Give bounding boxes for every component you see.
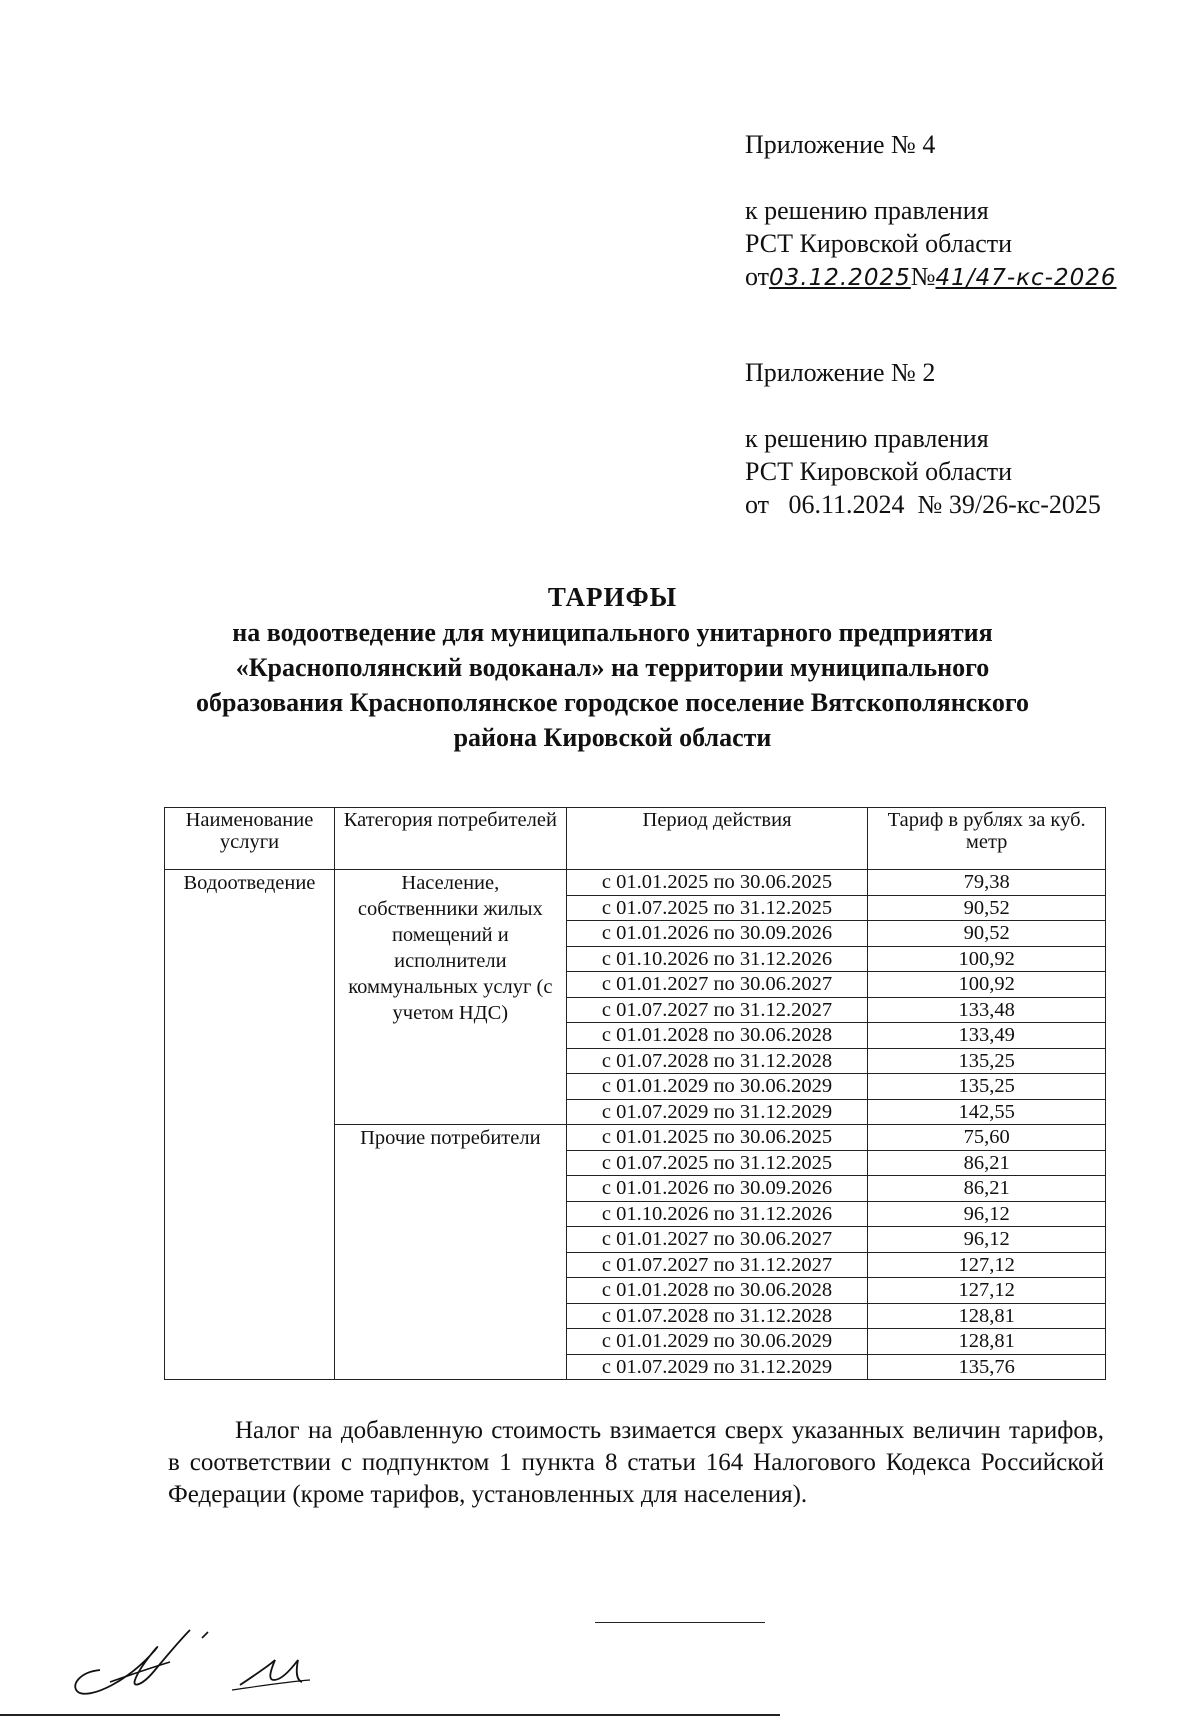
header-tariff: Тариф в рублях за куб. метр — [868, 808, 1106, 870]
period-cell: с 01.07.2029 по 31.12.2029 — [566, 1354, 868, 1380]
period-cell: с 01.07.2025 по 31.12.2025 — [566, 895, 868, 921]
appendix-4-from-prefix: от — [745, 262, 770, 291]
period-cell: с 01.07.2028 по 31.12.2028 — [566, 1048, 868, 1074]
appendix-2-line2: РСТ Кировской области — [745, 457, 1013, 486]
appendix-4-title: Приложение № 4 — [745, 130, 936, 159]
header-period: Период действия — [566, 808, 868, 870]
signature-initials — [70, 1610, 330, 1710]
appendix-2-block — [745, 356, 1101, 521]
period-cell: с 01.07.2028 по 31.12.2028 — [566, 1303, 868, 1329]
tariff-cell: 127,12 — [868, 1252, 1106, 1278]
period-cell: с 01.07.2025 по 31.12.2025 — [566, 1150, 868, 1176]
period-cell: с 01.01.2028 по 30.06.2028 — [566, 1278, 868, 1304]
tariff-cell: 90,52 — [868, 921, 1106, 947]
tariff-cell: 96,12 — [868, 1227, 1106, 1253]
period-cell: с 01.01.2025 по 30.06.2025 — [566, 1125, 868, 1151]
divider-line — [595, 1622, 765, 1623]
document-heading — [120, 580, 1105, 755]
tariff-cell: 127,12 — [868, 1278, 1106, 1304]
table-row — [165, 870, 1106, 896]
appendix-2-line1: к решению правления — [745, 424, 989, 453]
service-cell: Водоотведение — [165, 870, 335, 1380]
period-cell: с 01.07.2027 по 31.12.2027 — [566, 1252, 868, 1278]
period-cell: с 01.10.2026 по 31.12.2026 — [566, 946, 868, 972]
tariff-cell: 128,81 — [868, 1329, 1106, 1355]
table-header-row — [165, 808, 1106, 870]
tariff-cell: 135,25 — [868, 1048, 1106, 1074]
period-cell: с 01.01.2029 по 30.06.2029 — [566, 1329, 868, 1355]
heading-line2: «Краснополянский водоканал» на территории муниципального — [235, 653, 990, 682]
appendix-4-handwritten-number: 41/47-кс-2026 — [935, 265, 1117, 291]
period-cell: с 01.01.2027 по 30.06.2027 — [566, 972, 868, 998]
tariff-table — [164, 807, 1106, 1380]
header-service: Наименование услуги — [165, 808, 335, 870]
tariff-cell: 100,92 — [868, 972, 1106, 998]
tariff-cell: 79,38 — [868, 870, 1106, 896]
tariff-cell: 135,25 — [868, 1074, 1106, 1100]
tariff-cell: 75,60 — [868, 1125, 1106, 1151]
tariff-cell: 135,76 — [868, 1354, 1106, 1380]
tariff-cell: 96,12 — [868, 1201, 1106, 1227]
category-cell: Население, собственники жилых помещений и исполнители коммунальных услуг (с учетом НДС) — [334, 870, 566, 1125]
vat-note: Налог на добавленную стоимость взимается сверх указанных величин тарифов, в соответствии с подпунктом 1 пункта 8 статьи 164 Налогового Кодекса Российской Федерации (кроме тарифов, установленных для населения). — [168, 1417, 1104, 1508]
appendix-2-title: Приложение № 2 — [745, 358, 936, 387]
appendix-4-block — [745, 128, 1117, 295]
appendix-2-line3: от 06.11.2024 № 39/26-кс-2025 — [745, 490, 1101, 519]
tariff-cell: 133,48 — [868, 997, 1106, 1023]
tariff-cell: 133,49 — [868, 1023, 1106, 1049]
tariff-cell: 142,55 — [868, 1099, 1106, 1125]
period-cell: с 01.01.2025 по 30.06.2025 — [566, 870, 868, 896]
period-cell: с 01.01.2026 по 30.09.2026 — [566, 921, 868, 947]
period-cell: с 01.01.2026 по 30.09.2026 — [566, 1176, 868, 1202]
heading-title: ТАРИФЫ — [547, 582, 678, 612]
appendix-4-line2: РСТ Кировской области — [745, 229, 1013, 258]
appendix-4-number-sign: № — [910, 262, 936, 291]
bottom-rule — [0, 1714, 780, 1716]
heading-line3: образования Краснополянское городское поселение Вятскополянского — [195, 688, 1030, 717]
period-cell: с 01.07.2029 по 31.12.2029 — [566, 1099, 868, 1125]
period-cell: с 01.10.2026 по 31.12.2026 — [566, 1201, 868, 1227]
category-cell: Прочие потребители — [334, 1125, 566, 1380]
period-cell: с 01.01.2029 по 30.06.2029 — [566, 1074, 868, 1100]
appendix-4-decision-line — [745, 260, 1117, 295]
tariff-cell: 128,81 — [868, 1303, 1106, 1329]
tariff-cell: 86,21 — [868, 1150, 1106, 1176]
tariff-cell: 86,21 — [868, 1176, 1106, 1202]
period-cell: с 01.01.2027 по 30.06.2027 — [566, 1227, 868, 1253]
tariff-cell: 90,52 — [868, 895, 1106, 921]
tariff-cell: 100,92 — [868, 946, 1106, 972]
period-cell: с 01.07.2027 по 31.12.2027 — [566, 997, 868, 1023]
heading-line1: на водоотведение для муниципального унитарного предприятия — [232, 618, 993, 647]
period-cell: с 01.01.2028 по 30.06.2028 — [566, 1023, 868, 1049]
appendix-4-handwritten-date: 03.12.2025 — [769, 265, 911, 291]
heading-line4: района Кировской области — [453, 723, 772, 752]
appendix-4-line1: к решению правления — [745, 196, 989, 225]
tariff-table-body — [165, 870, 1106, 1380]
header-category: Категория потребителей — [334, 808, 566, 870]
